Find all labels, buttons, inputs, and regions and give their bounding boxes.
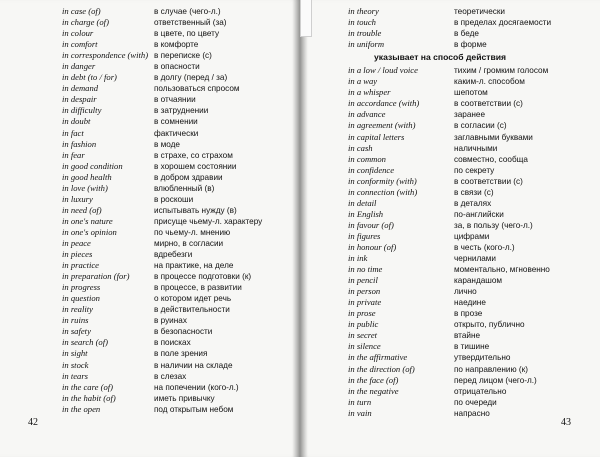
russian-translation: цифрами — [454, 231, 490, 241]
english-phrase: in silence — [348, 341, 381, 352]
russian-translation: заранее — [454, 110, 486, 120]
english-phrase: in sight — [62, 348, 88, 359]
phrase-row — [62, 50, 262, 61]
english-phrase: in public — [348, 319, 379, 330]
english-phrase: in one's opinion — [62, 226, 117, 237]
english-phrase: in demand — [62, 83, 99, 94]
english-phrase: in no time — [348, 264, 383, 275]
russian-translation: пользоваться спросом — [154, 84, 240, 94]
english-phrase: in honour (of) — [348, 241, 397, 252]
russian-translation: в форме — [454, 40, 487, 50]
phrase-row — [62, 128, 262, 139]
russian-translation: под открытым небом — [154, 404, 234, 414]
phrase-row — [348, 253, 551, 264]
phrase-row — [62, 94, 262, 105]
english-phrase: in reality — [62, 304, 93, 315]
russian-translation: по-английски — [454, 209, 504, 219]
left-page-number: 42 — [28, 417, 38, 428]
english-phrase: in the affirmative — [348, 352, 408, 363]
phrase-row — [348, 143, 551, 154]
english-phrase: in English — [348, 208, 384, 219]
russian-translation: в пределах досягаемости — [454, 18, 552, 28]
russian-translation: каким-л. способом — [454, 77, 525, 87]
right-page-number: 43 — [561, 417, 571, 428]
english-phrase: in theory — [348, 6, 379, 16]
phrase-row — [348, 165, 551, 176]
phrase-row — [348, 39, 551, 50]
russian-translation: по очереди — [454, 397, 497, 407]
phrase-row — [62, 238, 262, 249]
phrase-row — [348, 397, 551, 408]
phrase-row — [62, 404, 262, 415]
english-phrase: in a low / loud voice — [348, 65, 418, 76]
english-phrase: in person — [348, 286, 381, 297]
english-phrase: in the care (of) — [62, 381, 113, 392]
russian-translation: в согласии (с) — [454, 121, 507, 131]
english-phrase: in pieces — [62, 249, 93, 260]
english-phrase: in good condition — [62, 160, 123, 171]
phrase-row — [62, 194, 262, 205]
russian-translation: в страхе, со страхом — [154, 150, 233, 160]
phrase-row — [62, 293, 262, 304]
english-phrase: in advance — [348, 109, 386, 120]
phrase-row — [348, 286, 551, 297]
russian-translation: чернилами — [454, 254, 497, 264]
english-phrase: in luxury — [62, 193, 93, 204]
english-phrase: in one's nature — [62, 215, 113, 226]
phrase-row — [348, 87, 551, 98]
phrase-row — [62, 72, 262, 83]
phrase-row — [62, 315, 262, 326]
phrase-row — [348, 297, 551, 308]
phrase-row — [348, 120, 551, 131]
phrase-row — [348, 319, 551, 330]
russian-translation: перед лицом (чего-л.) — [454, 375, 537, 385]
phrase-row — [348, 242, 551, 253]
english-phrase: in a whisper — [348, 87, 391, 98]
english-phrase: in danger — [62, 61, 96, 72]
english-phrase: in a way — [348, 76, 378, 87]
russian-translation: втайне — [454, 331, 481, 341]
phrase-row — [62, 304, 262, 315]
phrase-row — [62, 249, 262, 260]
russian-translation: в переписке (с) — [154, 51, 212, 61]
russian-translation: в долгу (перед / за) — [154, 73, 228, 83]
russian-translation: испытывать нужду (в) — [154, 205, 237, 215]
phrase-row — [348, 330, 551, 341]
phrase-row — [348, 198, 551, 209]
russian-translation: в хорошем состоянии — [154, 161, 237, 171]
phrase-row — [348, 132, 551, 143]
russian-translation: в процессе, в развитии — [154, 283, 242, 293]
russian-translation: по чьему-л. мнению — [154, 227, 231, 237]
phrase-row — [348, 17, 551, 28]
russian-translation: в сомнении — [154, 117, 198, 127]
english-phrase: in turn — [348, 396, 372, 407]
english-phrase: in fact — [62, 127, 84, 138]
phrase-row — [62, 172, 262, 183]
russian-translation: карандашом — [454, 276, 503, 286]
russian-translation: утвердительно — [454, 353, 511, 363]
english-phrase: in ruins — [62, 315, 89, 326]
english-phrase: in capital letters — [348, 131, 405, 142]
english-phrase: in colour — [62, 28, 94, 39]
phrase-row — [62, 139, 262, 150]
english-phrase: in the direction (of) — [348, 363, 415, 374]
english-phrase: in favour (of) — [348, 219, 394, 230]
russian-translation: в цвете, по цвету — [154, 29, 220, 39]
phrase-row — [348, 6, 551, 17]
russian-translation: по секрету — [454, 165, 495, 175]
phrase-row — [62, 282, 262, 293]
english-phrase: in figures — [348, 230, 381, 241]
russian-translation: в тишине — [454, 342, 490, 352]
english-phrase: in ink — [348, 253, 368, 264]
english-phrase: in debt (to / for) — [62, 72, 117, 83]
russian-translation: в деталях — [454, 198, 492, 208]
russian-translation: о котором идет речь — [154, 294, 232, 304]
phrase-row — [348, 308, 551, 319]
phrase-row — [62, 105, 262, 116]
english-phrase: in pencil — [348, 275, 378, 286]
english-phrase: in cash — [348, 142, 373, 153]
phrase-row — [62, 61, 262, 72]
phrase-row — [62, 371, 262, 382]
english-phrase: in connection (with) — [348, 186, 418, 197]
phrase-row — [62, 116, 262, 127]
phrase-row — [62, 183, 262, 194]
russian-translation: открыто, публично — [454, 320, 525, 330]
phrase-row — [348, 275, 551, 286]
russian-translation: за, в пользу (чего-л.) — [454, 220, 533, 230]
russian-translation: в добром здравии — [154, 172, 223, 182]
russian-translation: мирно, в согласии — [154, 238, 224, 248]
russian-translation: в слезах — [154, 371, 187, 381]
english-phrase: in secret — [348, 330, 378, 341]
phrase-row — [62, 39, 262, 50]
russian-translation: в соответствии (с) — [454, 99, 523, 109]
russian-translation: в случае (чего-л.) — [154, 7, 221, 16]
russian-translation: лично — [454, 287, 477, 297]
english-phrase: in accordance (with) — [348, 98, 420, 109]
russian-translation: ответственный (за) — [154, 18, 227, 28]
russian-translation: напрасно — [454, 408, 490, 418]
russian-translation: наличными — [454, 143, 498, 153]
russian-translation: вдребезги — [154, 250, 193, 260]
russian-translation: совместно, сообща — [454, 154, 528, 164]
phrase-row — [348, 187, 551, 198]
russian-translation: в комфорте — [154, 40, 199, 50]
english-phrase: in the face (of) — [348, 374, 399, 385]
english-phrase: in fear — [62, 149, 85, 160]
english-phrase: in practice — [62, 260, 99, 271]
phrase-row — [62, 326, 262, 337]
phrase-row — [62, 28, 262, 39]
russian-translation: влюбленный (в) — [154, 183, 215, 193]
english-phrase: in conformity (with) — [348, 175, 417, 186]
english-phrase: in agreement (with) — [348, 120, 416, 131]
phrase-row — [62, 360, 262, 371]
english-phrase: in doubt — [62, 116, 91, 127]
russian-translation: в затруднении — [154, 106, 209, 116]
phrase-row — [62, 271, 262, 282]
phrase-row — [62, 260, 262, 271]
russian-translation: фактически — [154, 128, 199, 138]
russian-translation: иметь привычку — [154, 393, 215, 403]
phrase-row — [62, 17, 262, 28]
russian-translation: в руинах — [154, 316, 187, 326]
phrase-row — [348, 76, 551, 87]
english-phrase: in despair — [62, 94, 97, 105]
russian-translation: на попечении (кого-л.) — [154, 382, 239, 392]
phrase-row — [348, 341, 551, 352]
english-phrase: in the negative — [348, 385, 399, 396]
phrase-row — [348, 220, 551, 231]
russian-translation: в процессе подготовки (к) — [154, 272, 252, 282]
english-phrase: in question — [62, 293, 100, 304]
phrase-row — [62, 227, 262, 238]
phrase-row — [348, 408, 551, 419]
phrase-row — [348, 176, 551, 187]
english-phrase: in need (of) — [62, 204, 102, 215]
russian-translation: в прозе — [454, 309, 483, 319]
russian-translation: шепотом — [454, 88, 488, 98]
left-phrase-list — [62, 6, 262, 415]
phrase-row — [348, 231, 551, 242]
russian-translation: в отчаянии — [154, 95, 196, 105]
english-phrase: in love (with) — [62, 182, 108, 193]
right-phrase-list — [348, 6, 551, 419]
phrase-row — [348, 386, 551, 397]
phrase-row — [348, 364, 551, 375]
phrase-row — [62, 150, 262, 161]
english-phrase: in uniform — [348, 39, 385, 50]
phrase-row — [62, 216, 262, 227]
english-phrase: in progress — [62, 282, 101, 293]
english-phrase: in detail — [348, 197, 377, 208]
english-phrase: in private — [348, 297, 382, 308]
phrase-row — [62, 205, 262, 216]
russian-translation: тихим / громким голосом — [454, 66, 549, 76]
english-phrase: in preparation (for) — [62, 271, 130, 282]
english-phrase: in trouble — [348, 28, 382, 39]
phrase-row — [62, 161, 262, 172]
russian-translation: теоретически — [454, 7, 505, 16]
russian-translation: в действительности — [154, 305, 230, 315]
english-phrase: in prose — [348, 308, 376, 319]
russian-translation: в поле зрения — [154, 349, 208, 359]
english-phrase: in touch — [348, 17, 376, 28]
phrase-row — [348, 375, 551, 386]
english-phrase: in tears — [62, 370, 89, 381]
english-phrase: in search (of) — [62, 337, 108, 348]
english-phrase: in peace — [62, 237, 91, 248]
russian-translation: в связи (с) — [454, 187, 494, 197]
russian-translation: в соответствии (с) — [454, 176, 523, 186]
english-phrase: in safety — [62, 326, 91, 337]
english-phrase: in the open — [62, 403, 101, 414]
right-page — [300, 0, 600, 457]
russian-translation: в роскоши — [154, 194, 194, 204]
english-phrase: in the habit (of) — [62, 392, 116, 403]
russian-translation: по направлению (к) — [454, 364, 528, 374]
section-heading: указывает на способ действия — [374, 52, 507, 63]
phrase-row — [62, 348, 262, 359]
phrase-row — [62, 393, 262, 404]
english-phrase: in correspondence (with) — [62, 50, 149, 61]
russian-translation: на практике, на деле — [154, 261, 234, 271]
russian-translation: в моде — [154, 139, 180, 149]
english-phrase: in confidence — [348, 164, 395, 175]
english-phrase: in charge (of) — [62, 17, 109, 28]
english-phrase: in common — [348, 153, 386, 164]
phrase-row — [348, 28, 551, 39]
english-phrase: in comfort — [62, 39, 98, 50]
english-phrase: in vain — [348, 407, 372, 418]
russian-translation: в безопасности — [154, 327, 213, 337]
phrase-row — [348, 352, 551, 363]
phrase-row — [62, 6, 262, 17]
russian-translation: заглавными буквами — [454, 132, 533, 142]
russian-translation: наедине — [454, 298, 486, 308]
english-phrase: in case (of) — [62, 6, 101, 16]
english-phrase: in fashion — [62, 138, 97, 149]
phrase-row — [62, 337, 262, 348]
russian-translation: в опасности — [154, 62, 200, 72]
russian-translation: в честь (кого-л.) — [454, 242, 515, 252]
russian-translation: отрицательно — [454, 386, 507, 396]
phrase-row — [348, 98, 551, 109]
russian-translation: в наличии на складе — [154, 360, 233, 370]
russian-translation: моментально, мгновенно — [454, 265, 550, 275]
russian-translation: в поисках — [154, 338, 191, 348]
phrase-row — [62, 382, 262, 393]
phrase-row — [348, 109, 551, 120]
phrase-row — [348, 209, 551, 220]
english-phrase: in difficulty — [62, 105, 102, 116]
russian-translation: присуще чьему-л. характеру — [154, 216, 263, 226]
english-phrase: in good health — [62, 171, 112, 182]
russian-translation: в беде — [454, 29, 479, 39]
phrase-row — [348, 154, 551, 165]
bookmark-ribbon — [300, 0, 312, 37]
phrase-row — [348, 65, 551, 76]
phrase-row — [62, 83, 262, 94]
phrase-row — [348, 264, 551, 275]
english-phrase: in stock — [62, 359, 89, 370]
